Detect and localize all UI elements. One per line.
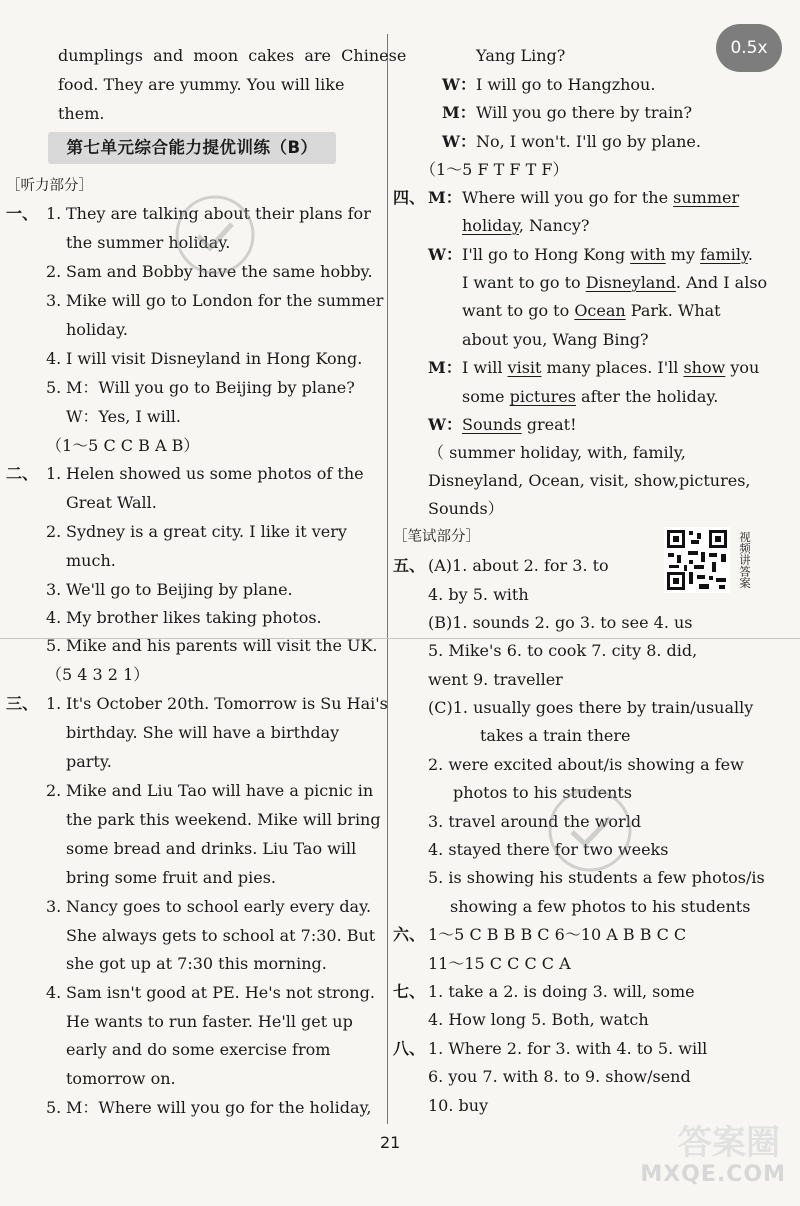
stamp-mark-icon [170,190,260,280]
speaker: M： [428,358,462,377]
item-text: Mike and Liu Tao will have a picnic in [66,781,374,800]
item-number: 4. [46,608,62,627]
intro-line: food. They are yummy. You will like [58,75,345,94]
answer-line: 1～5 C B B B C 6～10 A B B C C [428,925,687,944]
answer-line: 1. take a 2. is doing 3. will, some [428,982,695,1001]
answer-blank: with [630,245,666,264]
item-text: We'll go to Beijing by plane. [66,580,293,599]
item-number: 2. [46,781,62,800]
dialogue-line: I will visit many places. I'll show you [462,358,760,377]
item-text: Mike and his parents will visit the UK. [66,636,378,655]
answer-line: takes a train there [480,726,631,745]
item-number: 3. [46,580,62,599]
answer-line: showing a few photos to his students [450,897,751,916]
item-number: 2. [46,522,62,541]
speaker: W： [442,75,476,94]
answer-blank: show [683,358,726,377]
answer-line: 11～15 C C C C A [428,954,571,973]
answer-key: Sounds） [428,499,504,518]
answer-key: （5 4 3 2 1） [46,665,150,684]
item-text: Sam and Bobby have the same hobby. [66,262,373,281]
item-text: Great Wall. [66,493,157,512]
item-number: 4. [46,983,62,1002]
speaker: M： [428,188,462,207]
item-text: Mike will go to London for the summer [66,291,384,310]
column-divider [387,34,388,1124]
dialogue-line: Sounds great! [462,415,577,434]
section-label: 五、 [393,556,426,575]
item-text: the park this weekend. Mike will bring [66,810,381,829]
item-text: early and do some exercise from [66,1040,331,1059]
answer-line: (C)1. usually goes there by train/usually [428,698,754,717]
item-number: 2. [46,262,62,281]
item-text: Helen showed us some photos of the [66,464,364,483]
item-number: 3. [46,291,62,310]
answer-line: 4. by 5. with [428,585,529,604]
item-text: she got up at 7:30 this morning. [66,954,327,973]
answer-line: went 9. traveller [428,670,563,689]
section-label: 六、 [393,925,426,944]
item-number: 5. [46,1098,62,1117]
item-text: tomorrow on. [66,1069,176,1088]
answer-blank: visit [507,358,542,377]
item-number: 1. [46,204,62,223]
watermark-text: MXQE.COM [640,1162,786,1187]
item-text: My brother likes taking photos. [66,608,322,627]
item-text: He wants to run faster. He'll get up [66,1012,353,1031]
dialogue-line: some pictures after the holiday. [462,387,719,406]
section-label: 四、 [393,188,426,207]
item-text: Nancy goes to school early every day. [66,897,372,916]
item-number: 1. [46,694,62,713]
answer-blank: summer [673,188,740,207]
answer-line: (A)1. about 2. for 3. to [428,556,609,575]
item-text: much. [66,551,116,570]
answer-blank: Sounds [462,415,522,434]
item-text: some bread and drinks. Liu Tao will [66,839,357,858]
answer-key: （ summer holiday, with, family, [428,443,686,462]
item-text: I will visit Disneyland in Hong Kong. [66,349,363,368]
answer-line: 2. were excited about/is showing a few [428,755,744,774]
dialogue-line: I'll go to Hong Kong with my family. [462,245,753,264]
page-number: 21 [380,1133,401,1152]
item-number: 5. [46,636,62,655]
qr-caption: 视频讲答案 [738,531,752,589]
dialogue-line: Where will you go for the summer [462,188,740,207]
item-number: 3. [46,897,62,916]
dialogue-line: holiday, Nancy? [462,216,590,235]
item-text: the summer holiday. [66,233,231,252]
qr-code[interactable] [664,527,730,593]
section-label: 三、 [6,694,39,713]
intro-line: dumplings and moon cakes are Chinese [58,46,407,65]
answer-line: 5. Mike's 6. to cook 7. city 8. did, [428,641,698,660]
answer-line: 6. you 7. with 8. to 9. show/send [428,1067,691,1086]
answer-line: 1. Where 2. for 3. with 4. to 5. will [428,1039,708,1058]
section-label: 二、 [6,464,39,483]
answer-blank: Disneyland [585,273,676,292]
answer-blank: holiday [462,216,519,235]
answer-key: Disneyland, Ocean, visit, show,pictures, [428,471,751,490]
answer-key: （1～5 C C B A B） [46,436,200,455]
answer-key: （1～5 F T F T F） [420,160,569,179]
section-label: 一、 [6,204,39,223]
answer-blank: family [700,245,748,264]
item-text: party. [66,752,112,771]
intro-line: them. [58,104,105,123]
stamp-mark-icon [540,780,640,880]
answer-blank: pictures [509,387,576,406]
item-text: It's October 20th. Tomorrow is Su Hai's [66,694,388,713]
item-text: She always gets to school at 7:30. But [66,926,376,945]
answer-blank: Ocean [574,301,626,320]
dialogue-line: about you, Wang Bing? [462,330,649,349]
answer-line: 10. buy [428,1096,489,1115]
speaker: M： [442,103,476,122]
speaker: W： [442,132,476,151]
answer-line: photos to his students [453,783,633,802]
item-text: Sam isn't good at PE. He's not strong. [66,983,375,1002]
speaker: W： [428,245,462,264]
item-text: holiday. [66,320,128,339]
item-text: Will you go there by train? [476,103,693,122]
answer-line: 3. travel around the world [428,812,642,831]
watermark-logo: 答案圈 [678,1123,780,1163]
answer-line: 4. How long 5. Both, watch [428,1010,649,1029]
answer-line: 4. stayed there for two weeks [428,840,669,859]
item-text: birthday. She will have a birthday [66,723,340,742]
item-text: M：Where will you go for the holiday, [66,1098,372,1117]
zoom-badge[interactable]: 0.5x [716,24,782,72]
item-text: W：Yes, I will. [66,407,182,426]
speaker: W： [428,415,462,434]
answer-line: (B)1. sounds 2. go 3. to see 4. us [428,613,693,632]
item-number: 5. [46,378,62,397]
section-title: 第七单元综合能力提优训练（B） [48,132,336,164]
section-label: 八、 [393,1039,426,1058]
listening-header: ［听力部分］ [6,178,93,194]
item-text: I will go to Hangzhou. [476,75,656,94]
section-label: 七、 [393,982,426,1001]
item-number: 1. [46,464,62,483]
dialogue-line: want to go to Ocean Park. What [462,301,721,320]
item-text: bring some fruit and pies. [66,868,277,887]
item-text: Yang Ling? [476,46,566,65]
answer-line: 5. is showing his students a few photos/is [428,868,765,887]
item-text: M：Will you go to Beijing by plane? [66,378,355,397]
item-text: Sydney is a great city. I like it very [66,522,347,541]
item-text: They are talking about their plans for [66,204,371,223]
written-header: ［笔试部分］ [393,529,480,545]
item-number: 4. [46,349,62,368]
dialogue-line: I want to go to Disneyland. And I also [462,273,768,292]
item-text: No, I won't. I'll go by plane. [476,132,701,151]
